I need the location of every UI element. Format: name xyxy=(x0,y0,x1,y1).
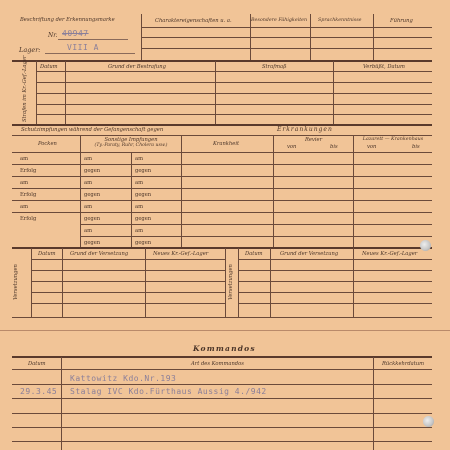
lager-label: Lager: xyxy=(19,46,41,54)
impfungen-cell: gegen xyxy=(84,168,101,174)
kommandos-row-rule xyxy=(12,398,432,399)
fold-line xyxy=(0,330,450,331)
impfungen-cell: am xyxy=(20,180,29,186)
strafen-rule xyxy=(36,71,432,72)
kommandos-top-rule xyxy=(12,356,432,358)
header-rule xyxy=(141,27,432,28)
impfungen-cell: gegen xyxy=(135,240,152,246)
versetzungen-rule xyxy=(31,281,225,282)
strafen-rule xyxy=(36,93,432,94)
impfungen-cell: gegen xyxy=(84,240,101,246)
impfungen-cell: gegen xyxy=(84,216,101,222)
strafen-top-rule xyxy=(12,60,432,62)
kommandos-row-rule xyxy=(12,441,432,442)
impfungen-cell: Erfolg xyxy=(20,216,37,222)
strafen-verbuesst: Verbüßt, Datum xyxy=(363,64,405,70)
lager-underline xyxy=(45,53,135,54)
impfungen-cell: am xyxy=(135,180,144,186)
pocken-header: Pocken xyxy=(38,141,57,147)
strafen-strafmass: Strafmaß xyxy=(262,64,287,70)
lazarett-von: von xyxy=(367,144,377,150)
revier-bis: bis xyxy=(330,144,338,150)
impfungen-header-rule xyxy=(12,152,432,153)
header-rule xyxy=(141,48,432,49)
revier-header: Revier xyxy=(304,137,323,143)
impfungen-cell: gegen xyxy=(135,168,152,174)
versetzungen-divider xyxy=(225,248,226,318)
kommandos-row-rule xyxy=(12,413,432,414)
fuehrung-label: Führung xyxy=(390,18,413,24)
versetzungen-side-label-right: Versetzungen xyxy=(228,264,234,300)
impfungen-cell: am xyxy=(84,180,93,186)
impfungen-cell: am xyxy=(84,228,93,234)
versetzungen-datum-right: Datum xyxy=(245,251,263,257)
impfungen-cell: gegen xyxy=(84,192,101,198)
versetzungen-bottom-rule xyxy=(12,317,432,318)
impfungen-cell: am xyxy=(135,156,144,162)
strafen-rule xyxy=(36,104,432,105)
impfungen-row-rule xyxy=(12,164,432,165)
impfungen-cell: am xyxy=(135,204,144,210)
impfungen-row-rule xyxy=(12,188,432,189)
sonstige-sub-header: (Ty.-Paraty, Ruhr, Cholera usw.) xyxy=(94,143,168,148)
kommandos-row-rule xyxy=(12,384,432,385)
kommandos-divider xyxy=(61,357,62,450)
kommandos-rueckkehr-header: Rückkehrdatum xyxy=(382,361,425,367)
strafen-grund: Grund der Bestrafung xyxy=(108,64,166,70)
versetzungen-rule xyxy=(31,259,225,260)
versetzungen-rule xyxy=(31,270,225,271)
versetzungen-rule xyxy=(238,292,432,293)
revier-von: von xyxy=(287,144,297,150)
versetzungen-neues-right: Neues Kr.-Gef.-Lager xyxy=(362,251,418,257)
impfungen-sub-rule xyxy=(12,135,432,136)
impfungen-cell: am xyxy=(20,204,29,210)
lazarett-header: Lazarett — Krankenhaus xyxy=(362,137,424,142)
nr-underline xyxy=(58,39,128,40)
kommando-entry-2-date: 29.3.45 xyxy=(20,387,58,396)
lazarett-bis: bis xyxy=(412,144,420,150)
punch-hole xyxy=(420,240,431,251)
impfungen-cell: Erfolg xyxy=(20,192,37,198)
kommandos-divider xyxy=(373,357,374,450)
versetzungen-rule xyxy=(238,303,432,304)
kommando-entry-1-text: Kattowitz Kdo.Nr.193 xyxy=(70,374,177,383)
beschriftung-label: Beschriftung der Erkennungsmarke xyxy=(20,17,115,23)
impfungen-row-rule xyxy=(12,212,432,213)
versetzungen-grund-right: Grund der Versetzung xyxy=(280,251,339,257)
versetzungen-rule xyxy=(238,259,432,260)
befaehigung-label: Besondere Fähigkeiten xyxy=(251,18,308,23)
impfungen-top-rule xyxy=(12,124,432,126)
versetzungen-rule xyxy=(31,303,225,304)
sprachkenntnisse-label: Sprachkenntnisse xyxy=(318,18,362,23)
impfungen-row-rule xyxy=(80,236,432,237)
impfungen-cell: gegen xyxy=(135,192,152,198)
kommandos-datum-header: Datum xyxy=(28,361,46,367)
kommandos-row-rule xyxy=(12,427,432,428)
nr-label: Nr. xyxy=(48,32,58,39)
kommandos-header-rule xyxy=(12,369,432,370)
strafen-datum: Datum xyxy=(40,64,58,70)
impfungen-cell: am xyxy=(84,156,93,162)
impfungen-cell: gegen xyxy=(135,216,152,222)
charakter-label: Charaktereigenschaften u. a. xyxy=(155,18,232,24)
versetzungen-rule xyxy=(238,270,432,271)
impfungen-cell: am xyxy=(135,228,144,234)
header-rule xyxy=(141,37,432,38)
strafen-rule xyxy=(36,82,432,83)
versetzungen-datum-left: Datum xyxy=(38,251,56,257)
kommandos-title: Kommandos xyxy=(193,344,256,353)
versetzungen-top-rule xyxy=(12,247,432,249)
kommando-entry-2-text: Stalag IVC Kdo.Fürthaus Aussig 4./942 xyxy=(70,387,267,396)
punch-hole xyxy=(423,416,434,427)
impfungen-title: Schutzimpfungen während der Gefangenschaft gegen xyxy=(21,127,164,133)
impfungen-cell: am xyxy=(20,156,29,162)
versetzungen-rule xyxy=(31,292,225,293)
impfungen-row-rule xyxy=(12,176,432,177)
impfungen-row-rule xyxy=(12,200,432,201)
strafen-side-label: Strafen im Kr.-Gef.-Lager xyxy=(22,55,28,122)
kommandos-art-header: Art des Kommandos xyxy=(191,361,244,367)
versetzungen-side-label-left: Versetzungen xyxy=(13,264,19,300)
erkrankungen-title: Erkrankungen xyxy=(277,126,333,133)
versetzungen-rule xyxy=(238,281,432,282)
sonstige-header: Sonstige Impfungen xyxy=(104,137,158,143)
krankheit-header: Krankheit xyxy=(213,141,240,147)
strafen-rule xyxy=(36,114,432,115)
impfungen-cell: Erfolg xyxy=(20,168,37,174)
lager-value: VIII A xyxy=(67,43,99,52)
nr-value: 40947 xyxy=(62,29,89,38)
impfungen-cell: am xyxy=(84,204,93,210)
impfungen-row-rule xyxy=(80,224,432,225)
versetzungen-neues-left: Neues Kr.-Gef.-Lager xyxy=(153,251,209,257)
versetzungen-grund-left: Grund der Versetzung xyxy=(70,251,129,257)
